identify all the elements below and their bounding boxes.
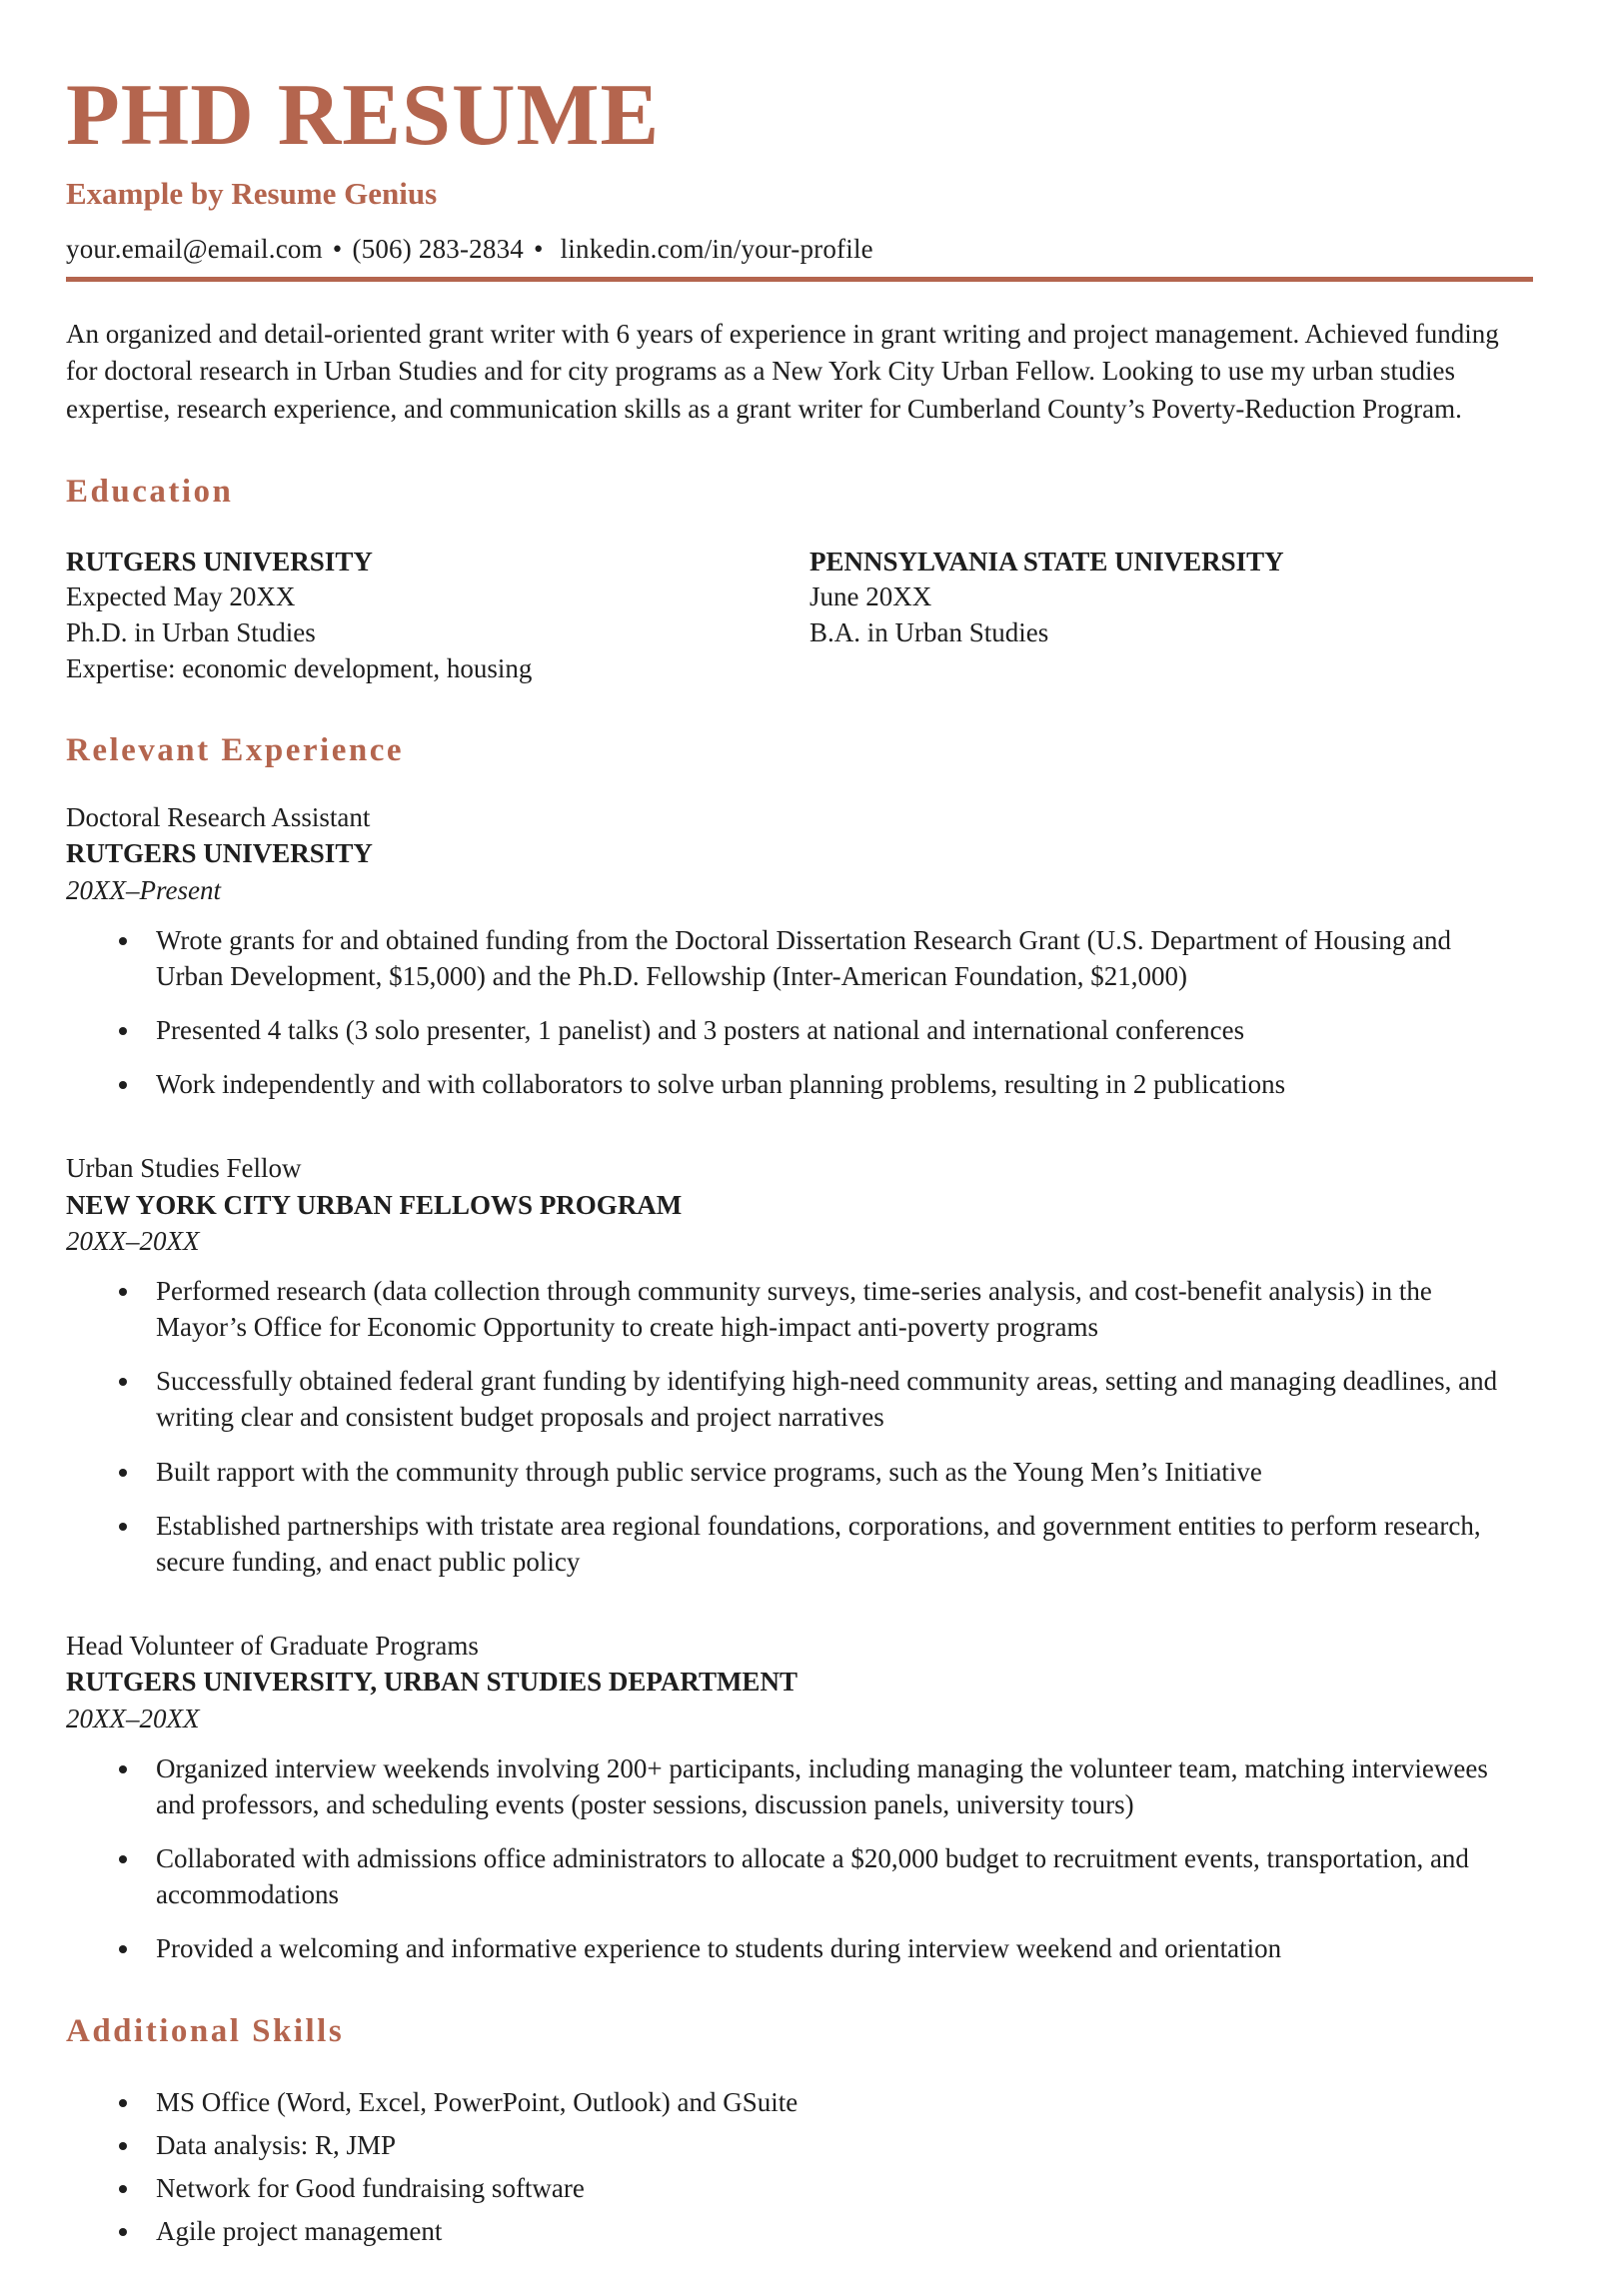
page-subtitle: Example by Resume Genius — [66, 176, 438, 211]
summary-text: An organized and detail-oriented grant writer with 6 years of experience in grant writing and project management. Achieved funding for doctoral research in Urban Studies and for city programs as a New York City Urban Fellow. Looking to use my urban studies expertise, research experience, and communication skills as a grant writer for Cumberland County’s Poverty-Reduction Program. — [66, 319, 1499, 424]
education-grid — [66, 545, 1533, 687]
contact-separator: • — [332, 234, 343, 264]
section-heading-skills: Additional Skills — [66, 2012, 345, 2049]
bullet-item: • Organized interview weekends involving 200+ participants, including managing the volunteer team, matching interviewees and professors, and scheduling events (poster sessions, discussion panels, university tours) — [142, 1750, 1515, 1822]
expertise: Expertise: economic development, housing — [66, 652, 533, 683]
school-name: RUTGERS UNIVERSITY — [66, 546, 373, 576]
bullet-list — [66, 1273, 1533, 1580]
job-org: NEW YORK CITY URBAN FELLOWS PROGRAM — [66, 1189, 683, 1220]
bullet-item: • Performed research (data collection through community surveys, time-series analysis, and cost-benefit analysis) in the Mayor’s Office for Economic Opportunity to create high-impact anti-poverty programs — [142, 1273, 1515, 1345]
skill-item: • Network for Good fundraising software — [142, 2170, 1533, 2206]
job-dates: 20XX–20XX — [66, 1225, 200, 1256]
school-name: PENNSYLVANIA STATE UNIVERSITY — [809, 546, 1284, 576]
job-org: RUTGERS UNIVERSITY — [66, 838, 373, 869]
bullet-item: • Built rapport with the community through public service programs, such as the Young Men’s Initiative — [142, 1454, 1515, 1490]
resume-header — [66, 67, 1533, 282]
job-role: Doctoral Research Assistant — [66, 802, 371, 833]
job-role: Urban Studies Fellow — [66, 1153, 302, 1184]
header-divider — [66, 277, 1533, 282]
bullet-item: • Established partnerships with tristate area regional foundations, corporations, and government entities to perform research, secure funding, and enact public policy — [142, 1508, 1515, 1580]
job-org: RUTGERS UNIVERSITY, URBAN STUDIES DEPARTMENT — [66, 1667, 798, 1698]
graduation-date: Expected May 20XX — [66, 581, 296, 612]
skill-item: • Data analysis: R, JMP — [142, 2127, 1533, 2163]
skill-item: • Agile project management — [142, 2213, 1533, 2249]
skills-list — [66, 2084, 1533, 2250]
bullet-list — [66, 1750, 1533, 1967]
job-dates: 20XX–20XX — [66, 1703, 200, 1733]
job-entry — [66, 1150, 1533, 1580]
section-heading-education: Education — [66, 473, 234, 510]
job-dates: 20XX–Present — [66, 874, 221, 905]
job-entry — [66, 799, 1533, 1102]
skill-item: • MS Office (Word, Excel, PowerPoint, Outlook) and GSuite — [142, 2084, 1533, 2120]
bullet-list — [66, 922, 1533, 1103]
degree: B.A. in Urban Studies — [809, 617, 1049, 647]
bullet-item: • Presented 4 talks (3 solo presenter, 1 panelist) and 3 posters at national and international conferences — [142, 1012, 1515, 1048]
bullet-item: • Wrote grants for and obtained funding from the Doctoral Dissertation Research Grant (U.S. Department of Housing and Urban Development, $15,000) and the Ph.D. Fellowship (Inter-American Foundation, $21,000) — [142, 922, 1515, 994]
bullet-item: • Collaborated with admissions office administrators to allocate a $20,000 budget to recruitment events, transportation, and accommodations — [142, 1840, 1515, 1912]
bullet-item: • Successfully obtained federal grant funding by identifying high-need community areas, setting and managing deadlines, and writing clear and consistent budget proposals and project narratives — [142, 1363, 1515, 1435]
education-entry — [66, 545, 790, 687]
contact-separator: • — [533, 234, 544, 264]
degree: Ph.D. in Urban Studies — [66, 617, 316, 647]
contact-phone: (506) 283-2834 — [352, 234, 524, 264]
contact-email: your.email@email.com — [66, 234, 323, 264]
job-entry — [66, 1628, 1533, 1966]
graduation-date: June 20XX — [809, 581, 932, 612]
bullet-item: • Provided a welcoming and informative experience to students during interview weekend and orientation — [142, 1930, 1515, 1966]
section-heading-experience: Relevant Experience — [66, 732, 405, 769]
education-entry — [809, 545, 1533, 687]
bullet-item: • Work independently and with collaborators to solve urban planning problems, resulting in 2 publications — [142, 1066, 1515, 1102]
job-role: Head Volunteer of Graduate Programs — [66, 1631, 479, 1662]
contact-linkedin: linkedin.com/in/your-profile — [560, 234, 873, 264]
contact-line — [66, 234, 1533, 265]
page-title: PHD RESUME — [66, 67, 661, 164]
